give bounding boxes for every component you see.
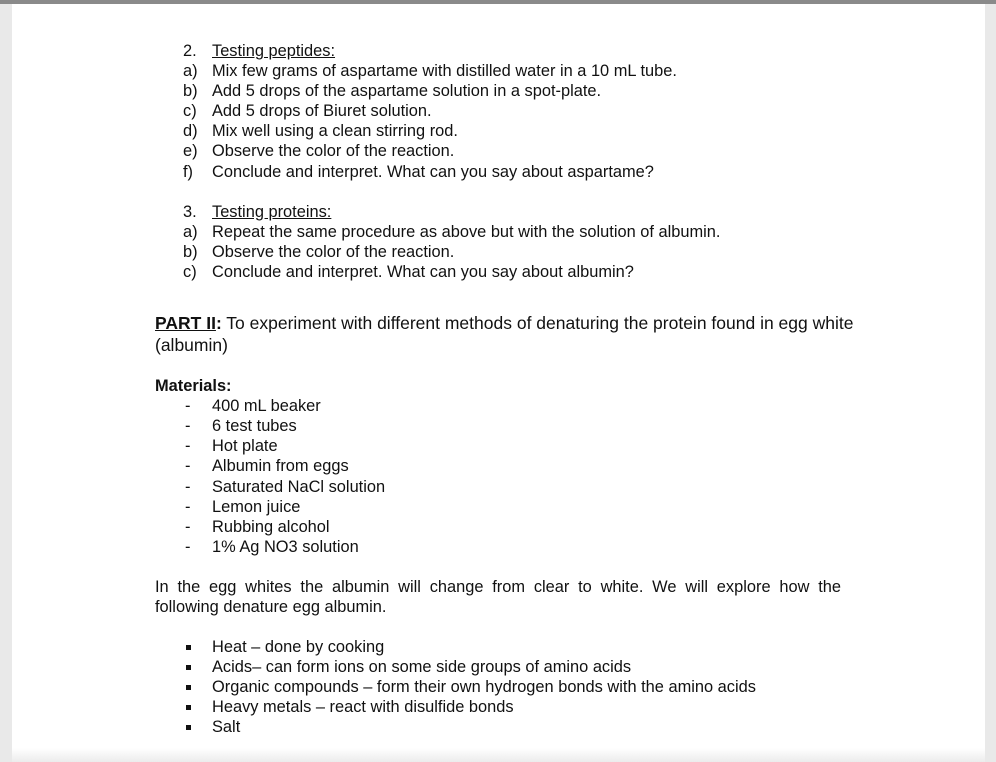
material-item	[155, 396, 855, 416]
dash-bullet: -	[185, 497, 191, 516]
section-2-number: 2.	[183, 42, 197, 60]
step-marker: f)	[183, 162, 194, 181]
dash-bullet: -	[185, 517, 191, 536]
square-bullet-icon	[186, 685, 191, 690]
step-marker: e)	[183, 142, 198, 161]
material-item	[155, 537, 855, 557]
section-2-step	[155, 81, 855, 101]
materials-heading: Materials:	[155, 377, 232, 396]
step-text: Repeat the same procedure as above but with the solution of albumin.	[212, 222, 721, 241]
material-item	[155, 416, 855, 436]
denaturant-item	[155, 657, 855, 677]
page-bottom-shadow	[12, 748, 985, 762]
part-2-description: To experiment with different methods of denaturing the protein found in egg white (albumin)	[155, 313, 854, 356]
square-bullet-icon	[186, 725, 191, 730]
document-page[interactable]	[12, 4, 985, 762]
denaturant-text: Heat – done by cooking	[212, 638, 385, 657]
step-marker: a)	[183, 62, 198, 81]
section-3-heading	[155, 202, 855, 222]
material-text: 6 test tubes	[212, 417, 297, 436]
material-item	[155, 517, 855, 537]
material-text: Lemon juice	[212, 497, 301, 516]
step-marker: c)	[183, 102, 197, 121]
section-2-title: Testing peptides:	[212, 42, 336, 60]
part-2-heading	[155, 312, 855, 356]
step-marker: c)	[183, 262, 197, 281]
denaturant-text: Organic compounds – form their own hydrogen bonds with the amino acids	[212, 678, 756, 697]
section-2-heading	[155, 41, 855, 61]
step-marker: b)	[183, 242, 198, 261]
material-text: 1% Ag NO3 solution	[212, 537, 359, 556]
section-2-step	[155, 162, 855, 182]
step-text: Observe the color of the reaction.	[212, 142, 455, 161]
spacer	[155, 282, 855, 312]
intro-paragraph: In the egg whites the albumin will change from clear to white. We will explore how the following denature egg albumin.	[155, 577, 841, 616]
denaturant-text: Heavy metals – react with disulfide bonds	[212, 698, 514, 717]
dash-bullet: -	[185, 537, 191, 556]
step-marker: d)	[183, 122, 198, 141]
step-text: Conclude and interpret. What can you say about aspartame?	[212, 162, 654, 181]
material-text: 400 mL beaker	[212, 397, 321, 416]
square-bullet-icon	[186, 665, 191, 670]
section-2-step	[155, 121, 855, 141]
dash-bullet: -	[185, 477, 191, 496]
section-2-step	[155, 101, 855, 121]
denaturant-text: Salt	[212, 718, 241, 737]
step-text: Mix well using a clean stirring rod.	[212, 122, 458, 141]
spacer	[155, 182, 855, 202]
dash-bullet: -	[185, 417, 191, 436]
denaturant-item	[155, 717, 855, 737]
section-3-step	[155, 262, 855, 282]
square-bullet-icon	[186, 705, 191, 710]
dash-bullet: -	[185, 397, 191, 416]
spacer	[155, 356, 855, 376]
spacer	[155, 557, 855, 577]
section-3-title: Testing proteins:	[212, 202, 332, 221]
section-3-step	[155, 242, 855, 262]
square-bullet-icon	[186, 645, 191, 650]
step-text: Conclude and interpret. What can you say about albumin?	[212, 262, 634, 281]
dash-bullet: -	[185, 457, 191, 476]
material-item	[155, 477, 855, 497]
denaturant-text: Acids– can form ions on some side groups of amino acids	[212, 658, 632, 677]
material-item	[155, 436, 855, 456]
denaturant-item	[155, 697, 855, 717]
step-marker: b)	[183, 82, 198, 101]
material-text: Hot plate	[212, 437, 278, 456]
step-text: Observe the color of the reaction.	[212, 242, 455, 261]
denaturant-item	[155, 677, 855, 697]
step-text: Add 5 drops of the aspartame solution in a spot-plate.	[212, 82, 602, 101]
material-item	[155, 497, 855, 517]
section-3-step	[155, 222, 855, 242]
part-2-label: PART II	[155, 313, 216, 334]
spacer	[155, 617, 855, 637]
section-2-step	[155, 61, 855, 81]
material-text: Saturated NaCl solution	[212, 477, 386, 496]
page-content	[155, 41, 855, 738]
step-text: Mix few grams of aspartame with distilled water in a 10 mL tube.	[212, 62, 677, 81]
dash-bullet: -	[185, 437, 191, 456]
denaturant-item	[155, 637, 855, 657]
viewer-right-gutter	[985, 4, 996, 762]
material-item	[155, 456, 855, 476]
viewer-left-gutter	[0, 4, 12, 762]
section-2-step	[155, 141, 855, 161]
section-3-number: 3.	[183, 202, 197, 221]
material-text: Albumin from eggs	[212, 457, 349, 476]
material-text: Rubbing alcohol	[212, 517, 330, 536]
step-text: Add 5 drops of Biuret solution.	[212, 102, 432, 121]
part-2-colon: :	[215, 313, 222, 334]
step-marker: a)	[183, 222, 198, 241]
